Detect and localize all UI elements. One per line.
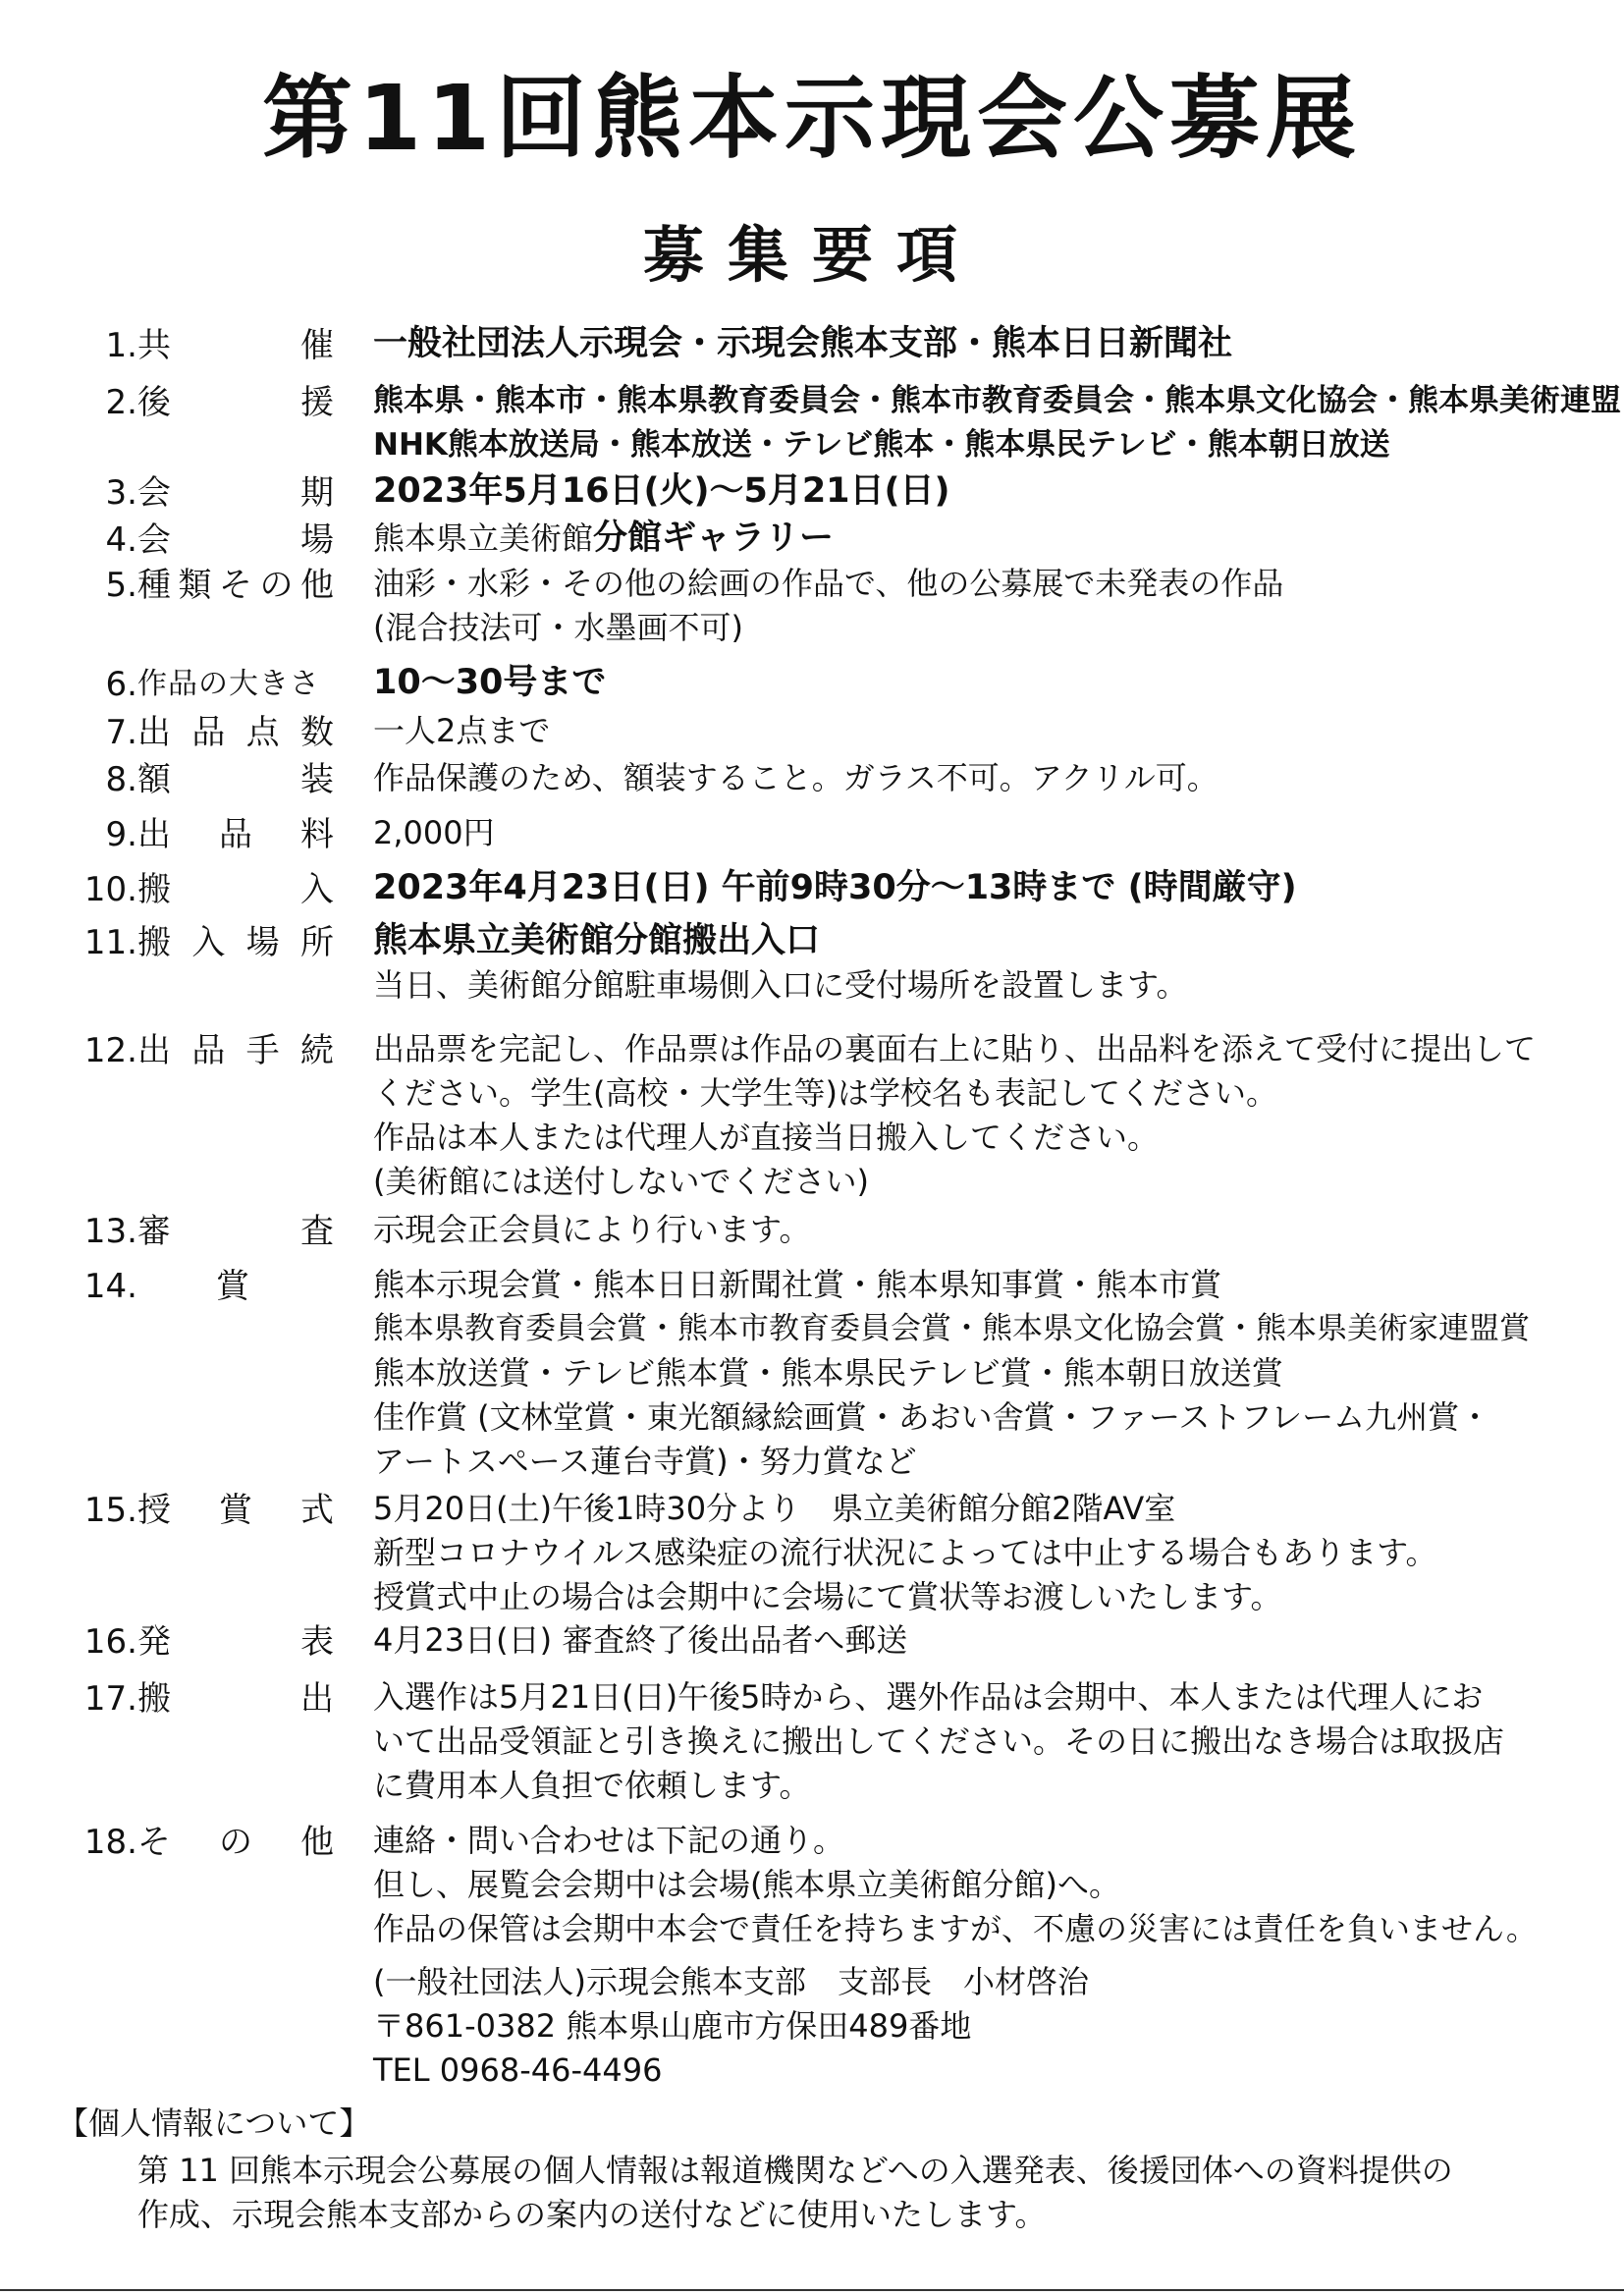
label-char: 所	[299, 923, 334, 962]
item-number: 7.	[105, 713, 137, 752]
item-label	[137, 379, 334, 426]
label-char: 出	[300, 1679, 334, 1719]
item-label	[137, 562, 334, 609]
item-label	[137, 919, 334, 966]
content-line: 作品は本人または代理人が直接当日搬入してください。	[373, 1119, 1160, 1156]
item-content	[373, 1819, 1591, 1951]
label-char: 装	[300, 760, 334, 799]
content-line: 4月23日(日) 審査終了後出品者へ郵送	[373, 1621, 908, 1659]
label-char: 入	[300, 870, 334, 909]
label-char: 発	[137, 1622, 171, 1662]
item-number: 10.	[83, 870, 137, 909]
label-char: そ	[137, 1823, 171, 1862]
label-char: 援	[300, 383, 334, 422]
label-char: 額	[137, 760, 171, 799]
label-char: 審	[137, 1212, 171, 1251]
content-line: 連絡・問い合わせは下記の通り。	[373, 1822, 845, 1859]
item-number: 1.	[105, 326, 137, 365]
item-label	[137, 1819, 334, 1866]
item-label	[137, 469, 334, 517]
label-char: 場	[300, 520, 334, 560]
item-label	[137, 709, 334, 756]
label-char: 出	[137, 1031, 171, 1070]
item-content	[373, 322, 1591, 366]
content-line: 熊本県教育委員会賞・熊本市教育委員会賞・熊本県文化協会賞・熊本県美術家連盟賞	[373, 1311, 1530, 1346]
item-number: 16.	[83, 1622, 137, 1662]
item-content	[373, 811, 1591, 855]
item-label	[137, 866, 334, 913]
content-line: (混合技法可・水墨画不可)	[373, 609, 743, 646]
label-char: 料	[300, 815, 334, 854]
label-char: 出	[137, 713, 171, 752]
item-number: 2.	[105, 383, 137, 422]
item-number: 15.	[83, 1491, 137, 1530]
item-label	[137, 517, 334, 564]
item-content	[373, 1618, 1591, 1663]
label-char: 出	[137, 815, 171, 854]
content-line	[373, 517, 1591, 561]
content-line: 新型コロナウイルス感染症の流行状況によっては中止する場合もあります。	[373, 1534, 1437, 1571]
label-char: 手	[245, 1031, 280, 1070]
label-char: 授	[137, 1491, 171, 1530]
item-number: 12.	[83, 1031, 137, 1070]
item-label	[137, 661, 334, 708]
item-number: 4.	[105, 520, 137, 560]
content-line: NHK熊本放送局・熊本放送・テレビ熊本・熊本県民テレビ・熊本朝日放送	[373, 427, 1390, 463]
label-char: 表	[300, 1622, 334, 1662]
label-char: 期	[300, 473, 334, 513]
content-line: 但し、展覧会会期中は会場(熊本県立美術館分館)へ。	[373, 1866, 1120, 1903]
item-content	[373, 756, 1591, 800]
label-char: の	[259, 566, 294, 605]
item-number: 6.	[105, 665, 137, 704]
label-char: そ	[219, 566, 252, 605]
contact-address: 〒861-0382 熊本県山鹿市方保田489番地	[373, 2007, 972, 2045]
item-label	[137, 1027, 334, 1074]
item-label	[137, 1487, 334, 1534]
label-char: の	[219, 1823, 252, 1862]
label-char: 後	[137, 383, 171, 422]
item-content	[373, 517, 1591, 561]
content-line: 熊本県・熊本市・熊本県教育委員会・熊本市教育委員会・熊本県文化協会・熊本県美術連盟	[373, 383, 1621, 418]
content-line: 10～30号まで	[373, 663, 607, 702]
item-content	[373, 1027, 1591, 1204]
item-number: 5.	[105, 566, 137, 605]
content-line: 2,000円	[373, 814, 495, 851]
contact-content	[373, 1960, 1591, 2093]
content-line: 2023年5月16日(火)～5月21日(日)	[373, 471, 950, 511]
privacy-heading: 【個人情報について】	[57, 2104, 371, 2142]
venue-name: 熊本県立美術館	[373, 519, 594, 557]
label-char: 査	[300, 1212, 334, 1251]
label-text: 作品の大きさ	[137, 667, 320, 701]
content-line: アートスペース蓮台寺賞)・努力賞など	[373, 1443, 917, 1480]
item-content	[373, 866, 1591, 910]
item-number: 3.	[105, 473, 137, 513]
scan-edge-line	[0, 2289, 1624, 2291]
item-content	[373, 469, 1591, 514]
item-content	[373, 1263, 1591, 1484]
label-char: 搬	[137, 870, 171, 909]
item-label	[137, 811, 334, 858]
label-char: 種	[137, 566, 171, 605]
contact-phone: TEL 0968-46-4496	[373, 2051, 663, 2089]
page-title: 第11回熊本示現会公募展	[261, 66, 1363, 171]
content-line: 熊本示現会賞・熊本日日新聞社賞・熊本県知事賞・熊本市賞	[373, 1266, 1222, 1303]
item-content	[373, 1487, 1591, 1619]
item-content	[373, 379, 1621, 467]
item-content	[373, 1208, 1591, 1252]
content-line: 入選作は5月21日(日)午後5時から、選外作品は会期中、本人または代理人にお	[373, 1678, 1484, 1716]
item-number: 18.	[83, 1823, 137, 1862]
label-char: 搬	[137, 1679, 171, 1719]
content-line: 示現会正会員により行います。	[373, 1211, 811, 1248]
label-char: 品	[219, 815, 252, 854]
content-line: ください。学生(高校・大学生等)は学校名も表記してください。	[373, 1074, 1277, 1112]
content-line: 2023年4月23日(日) 午前9時30分～13時まで (時間厳守)	[373, 868, 1297, 907]
content-line: に費用本人負担で依頼します。	[373, 1767, 811, 1804]
content-line: 作品保護のため、額装すること。ガラス不可。アクリル可。	[373, 759, 1218, 796]
content-line: 熊本県立美術館分館搬出入口	[373, 921, 821, 960]
label-char: 賞	[219, 1491, 252, 1530]
item-label	[137, 1618, 334, 1666]
item-number: 14.	[83, 1267, 137, 1306]
item-number: 8.	[105, 760, 137, 799]
label-char: 催	[300, 326, 334, 365]
content-line: 出品票を完記し、作品票は作品の裏面右上に貼り、出品料を添えて受付に提出して	[373, 1030, 1537, 1067]
item-content	[373, 1675, 1591, 1808]
content-line: 一般社団法人示現会・示現会熊本支部・熊本日日新聞社	[373, 324, 1233, 363]
item-number: 17.	[83, 1679, 137, 1719]
content-line: 油彩・水彩・その他の絵画の作品で、他の公募展で未発表の作品	[373, 565, 1284, 602]
label-char: 共	[137, 326, 171, 365]
venue-gallery: 分館ギャラリー	[593, 519, 835, 558]
item-content	[373, 919, 1591, 1008]
item-number: 13.	[83, 1212, 137, 1251]
item-content	[373, 661, 1591, 705]
label-char: 数	[299, 713, 334, 752]
label-char: 品	[191, 713, 226, 752]
item-label	[137, 1675, 334, 1722]
label-char: 場	[245, 923, 280, 962]
privacy-line: 第 11 回熊本示現会公募展の個人情報は報道機関などへの入選発表、後援団体への資料提供の	[137, 2152, 1453, 2189]
item-label	[137, 1263, 334, 1310]
label-char: 続	[299, 1031, 334, 1070]
item-content	[373, 562, 1591, 650]
item-label	[137, 1208, 334, 1255]
label-char: 賞	[216, 1267, 249, 1306]
item-content	[373, 709, 1591, 753]
content-line: いて出品受領証と引き換えに搬出してください。その日に搬出なき場合は取扱店	[373, 1722, 1505, 1760]
content-line: 熊本放送賞・テレビ熊本賞・熊本県民テレビ賞・熊本朝日放送賞	[373, 1354, 1283, 1392]
label-char: 式	[300, 1491, 334, 1530]
item-number: 9.	[105, 815, 137, 854]
content-line: 5月20日(土)午後1時30分より 県立美術館分館2階AV室	[373, 1490, 1176, 1527]
privacy-text	[137, 2149, 1551, 2237]
label-char: 他	[300, 1823, 334, 1862]
label-char: 搬	[137, 923, 171, 962]
item-label	[137, 756, 334, 803]
content-line: 当日、美術館分館駐車場側入口に受付場所を設置します。	[373, 966, 1188, 1004]
label-char: 他	[300, 566, 334, 605]
item-label	[137, 322, 334, 369]
label-char: 品	[191, 1031, 226, 1070]
content-line: 佳作賞 (文林堂賞・東光額縁絵画賞・あおい舎賞・ファーストフレーム九州賞・	[373, 1398, 1491, 1436]
label-char: 会	[137, 473, 171, 513]
label-char: 入	[191, 923, 226, 962]
label-char: 会	[137, 520, 171, 560]
content-line: 一人2点まで	[373, 712, 551, 749]
contact-organization: (一般社団法人)示現会熊本支部 支部長 小材啓治	[373, 1963, 1089, 2000]
page-subtitle: 募集要項	[642, 219, 981, 291]
label-char: 点	[245, 713, 280, 752]
label-char: 類	[178, 566, 212, 605]
privacy-line: 作成、示現会熊本支部からの案内の送付などに使用いたします。	[137, 2196, 1047, 2233]
content-line: 授賞式中止の場合は会期中に会場にて賞状等お渡しいたします。	[373, 1578, 1282, 1615]
content-line: (美術館には送付しないでください)	[373, 1163, 869, 1200]
content-line: 作品の保管は会期中本会で責任を持ちますが、不慮の災害には責任を負いません。	[373, 1910, 1538, 1947]
item-number: 11.	[83, 923, 137, 962]
